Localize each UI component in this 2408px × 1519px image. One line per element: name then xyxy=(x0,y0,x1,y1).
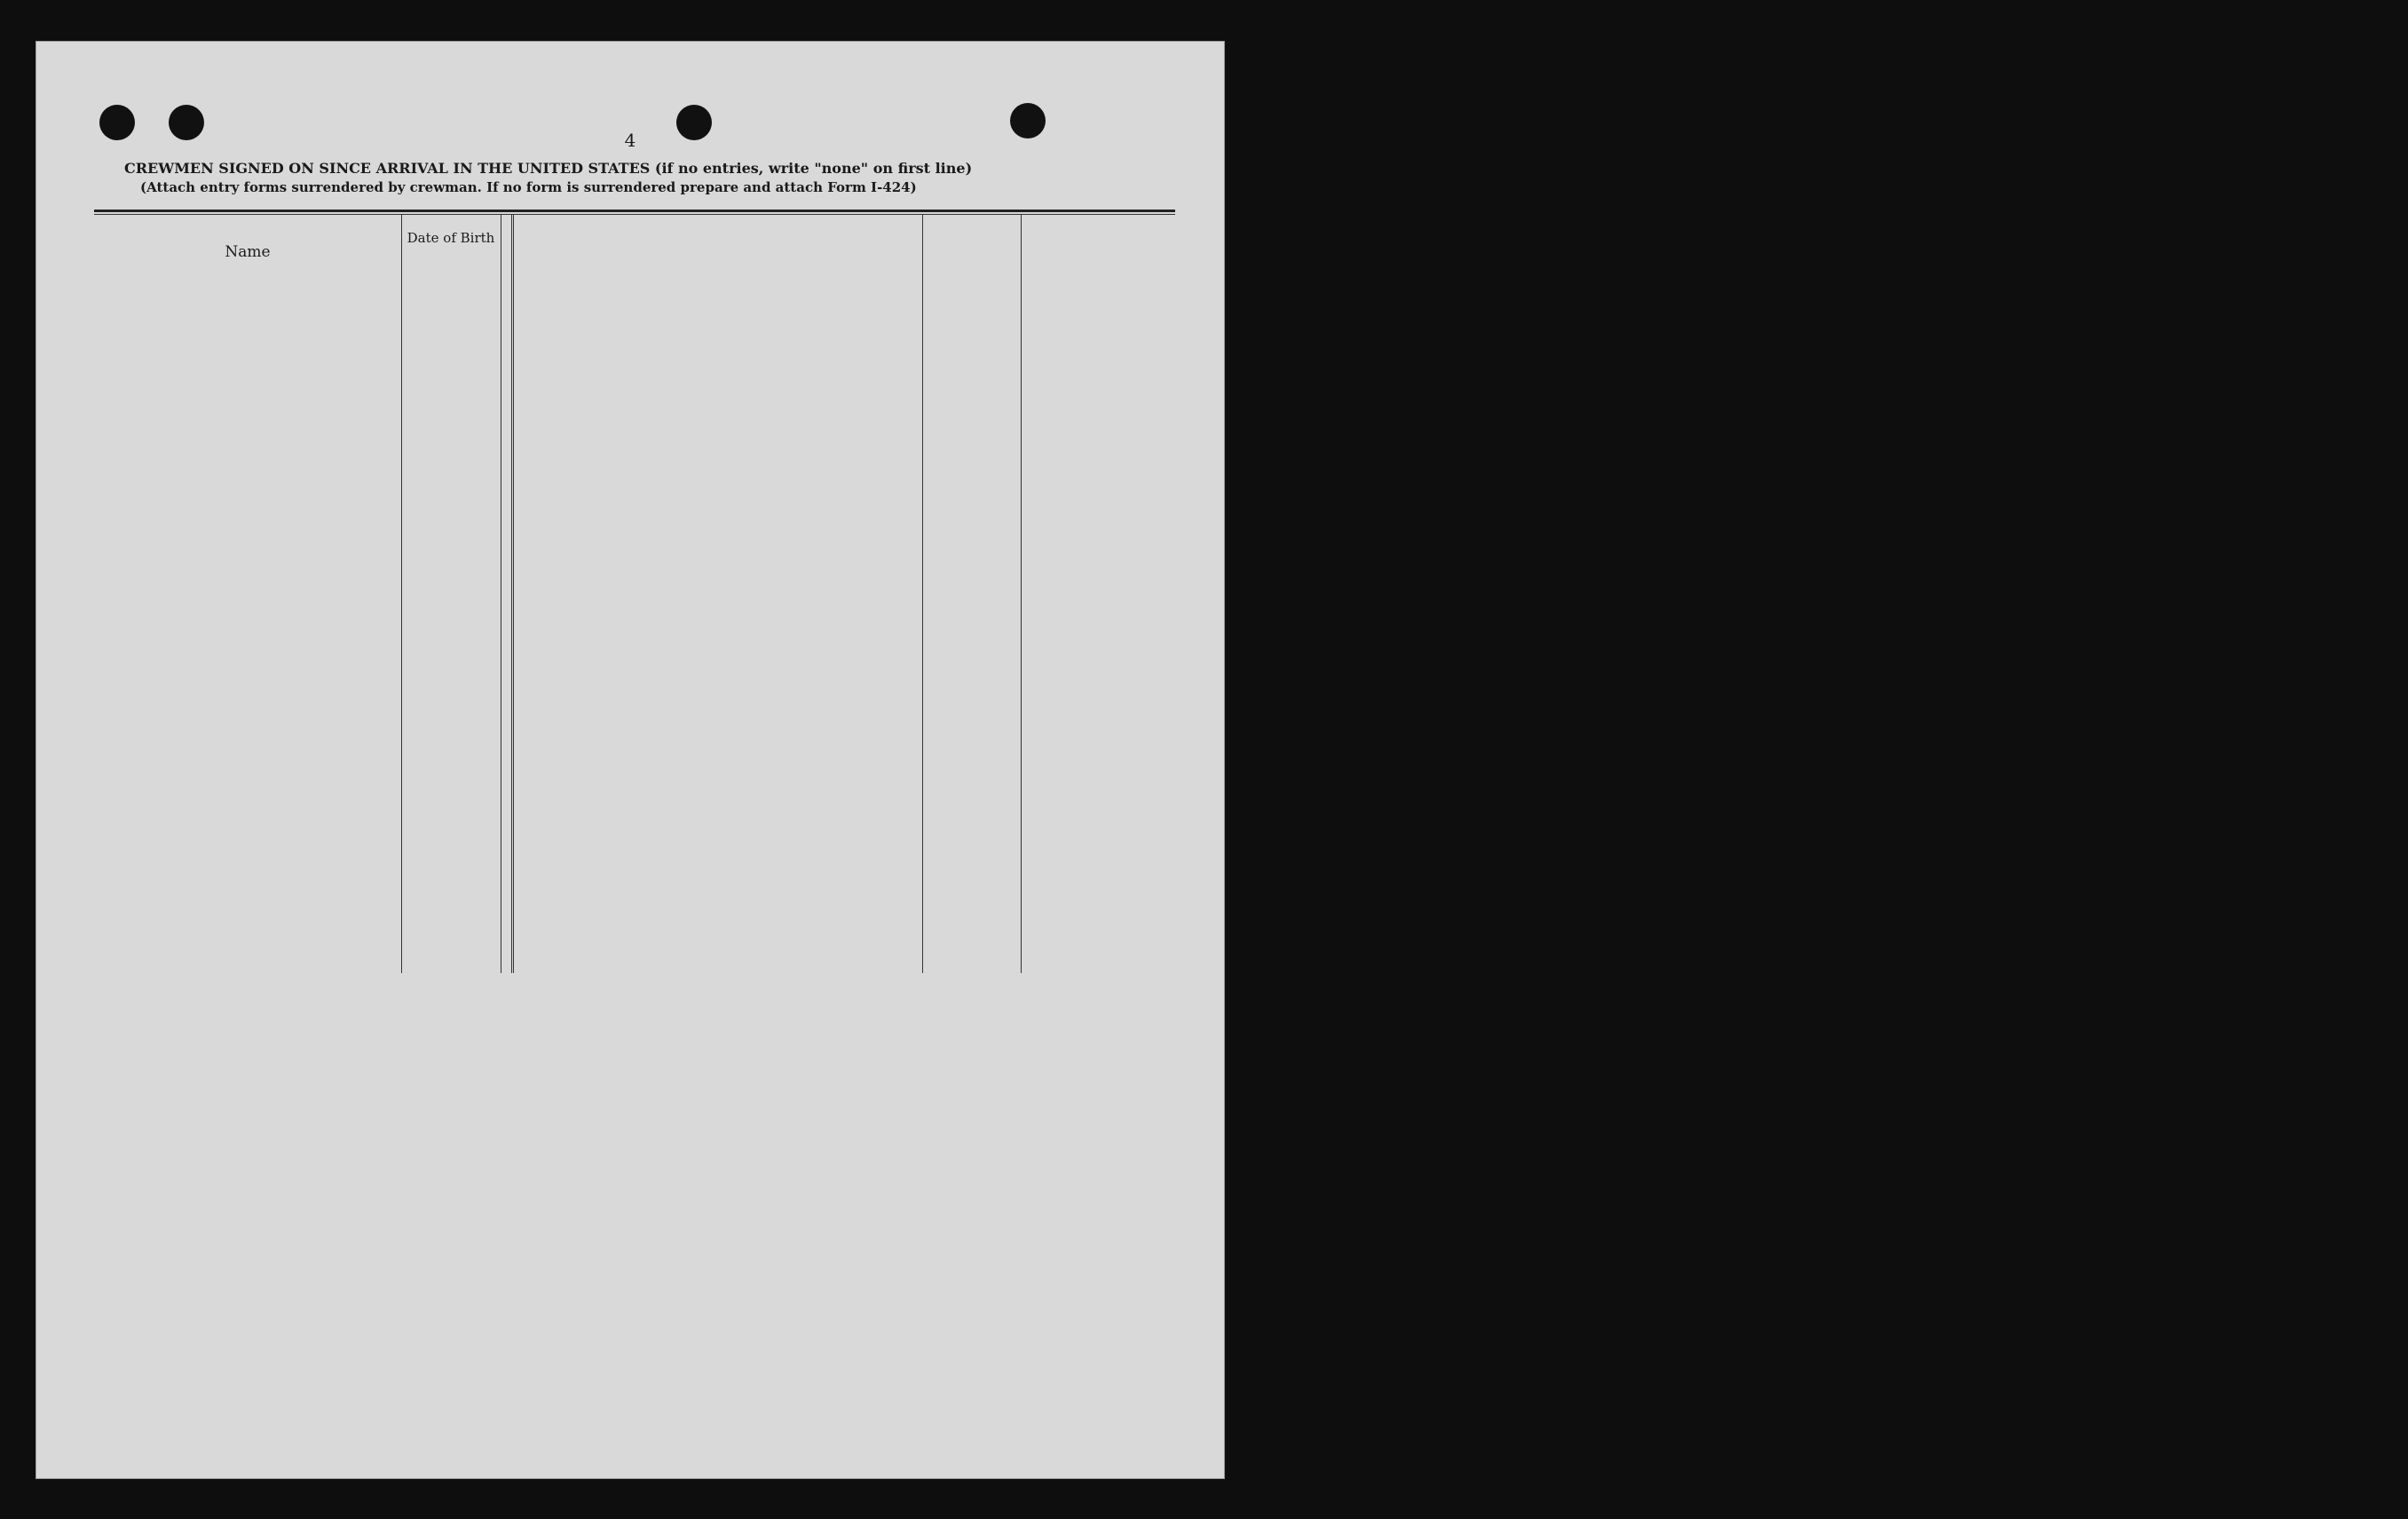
punch-hole xyxy=(676,105,712,140)
header-date-of-birth: Date of Birth xyxy=(407,230,495,246)
header-name: Name xyxy=(225,243,271,261)
punch-hole xyxy=(99,105,135,140)
page-number: 4 xyxy=(624,130,636,151)
left-page xyxy=(36,41,1225,1479)
signed-on-subheading: (Attach entry forms surrendered by crewman. If no form is surrendered prepare and attach Form I-424) xyxy=(140,179,917,195)
signed-on-table xyxy=(94,210,1175,991)
signed-on-heading: CREWMEN SIGNED ON SINCE ARRIVAL IN THE UNITED STATES (if no entries, write "none" on first line) xyxy=(124,160,973,177)
punch-hole xyxy=(169,105,204,140)
punch-hole xyxy=(1010,103,1046,138)
